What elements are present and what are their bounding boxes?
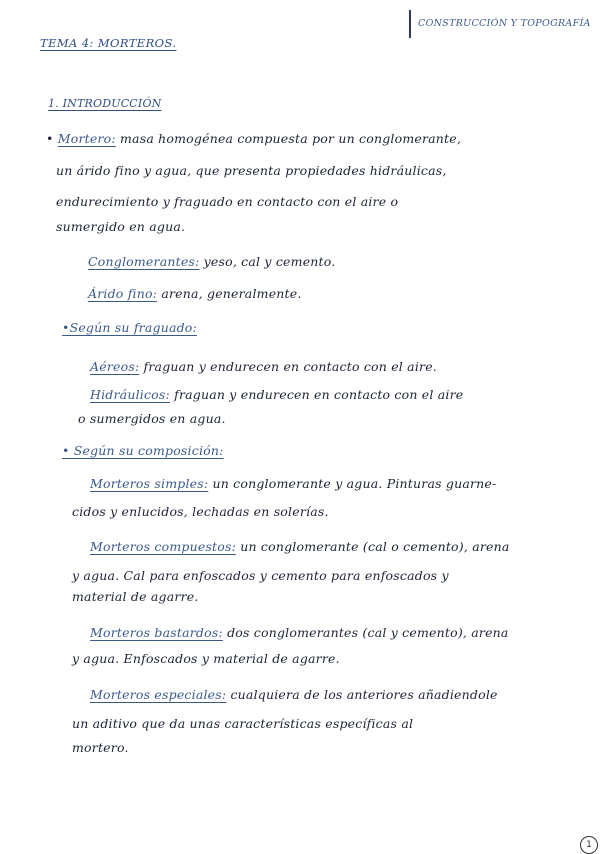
hidraulicos-line-2: o sumergidos en agua. [78,411,226,426]
term-especiales: Morteros especiales: [90,687,227,702]
especiales-text-1: cualquiera de los anteriores añadiendole [230,687,498,702]
term-aereos: Aéreos: [90,359,140,374]
subject-label: CONSTRUCCIÓN Y TOPOGRAFÍA [418,18,591,29]
page-title: TEMA 4: MORTEROS. [40,36,177,50]
term-simples: Morteros simples: [90,476,209,491]
especiales-line-2: un aditivo que da unas características específicas al [72,716,414,731]
compuestos-text-1: un conglomerante (cal o cemento), arena [240,539,510,554]
simples-text-1: un conglomerante y agua. Pinturas guarne- [212,476,497,491]
definition-line-2: un árido fino y agua, que presenta propiedades hidráulicas, [56,163,447,178]
term-conglomerantes: Conglomerantes: [88,254,200,269]
conglomerantes-line [88,254,335,269]
aereos-text: fraguan y endurecen en contacto con el aire. [143,359,437,374]
bastardos-line-1 [90,625,509,640]
compuestos-line-3: material de agarre. [72,589,199,604]
term-compuestos: Morteros compuestos: [90,539,237,554]
bullet: • [46,131,54,146]
compuestos-line-2: y agua. Cal para enfoscados y cemento para enfoscados y [72,568,449,583]
hidraulicos-text: fraguan y endurecen en contacto con el aire [174,387,464,402]
bastardos-line-2: y agua. Enfoscados y material de agarre. [72,651,340,666]
arido-line [88,286,302,301]
especiales-line-3: mortero. [72,740,129,755]
definition-line-3: endurecimiento y fraguado en contacto con el aire o [56,194,399,209]
header-margin-line [409,10,411,38]
composicion-heading: • Según su composición: [62,443,224,458]
term-arido: Árido fino: [88,286,158,301]
definition-line-4: sumergido en agua. [56,219,186,234]
term-mortero: Mortero: [57,131,116,146]
simples-line-1 [90,476,496,491]
bastardos-text-1: dos conglomerantes (cal y cemento), arena [227,625,509,640]
term-bastardos: Morteros bastardos: [90,625,223,640]
arido-text: arena, generalmente. [161,286,302,301]
page-number: 1 [580,836,598,854]
compuestos-line-1 [90,539,510,554]
definition-line-1 [46,131,461,146]
definition-text-1: masa homogénea compuesta por un conglomerante, [120,131,462,146]
fraguado-heading: •Según su fraguado: [62,320,197,335]
conglomerantes-text: yeso, cal y cemento. [203,254,336,269]
hidraulicos-line [90,387,463,402]
section-heading: 1. INTRODUCCIÓN [48,97,162,110]
especiales-line-1 [90,687,498,702]
simples-line-2: cidos y enlucidos, lechadas en solerías. [72,504,329,519]
aereos-line [90,359,437,374]
term-hidraulicos: Hidráulicos: [90,387,170,402]
